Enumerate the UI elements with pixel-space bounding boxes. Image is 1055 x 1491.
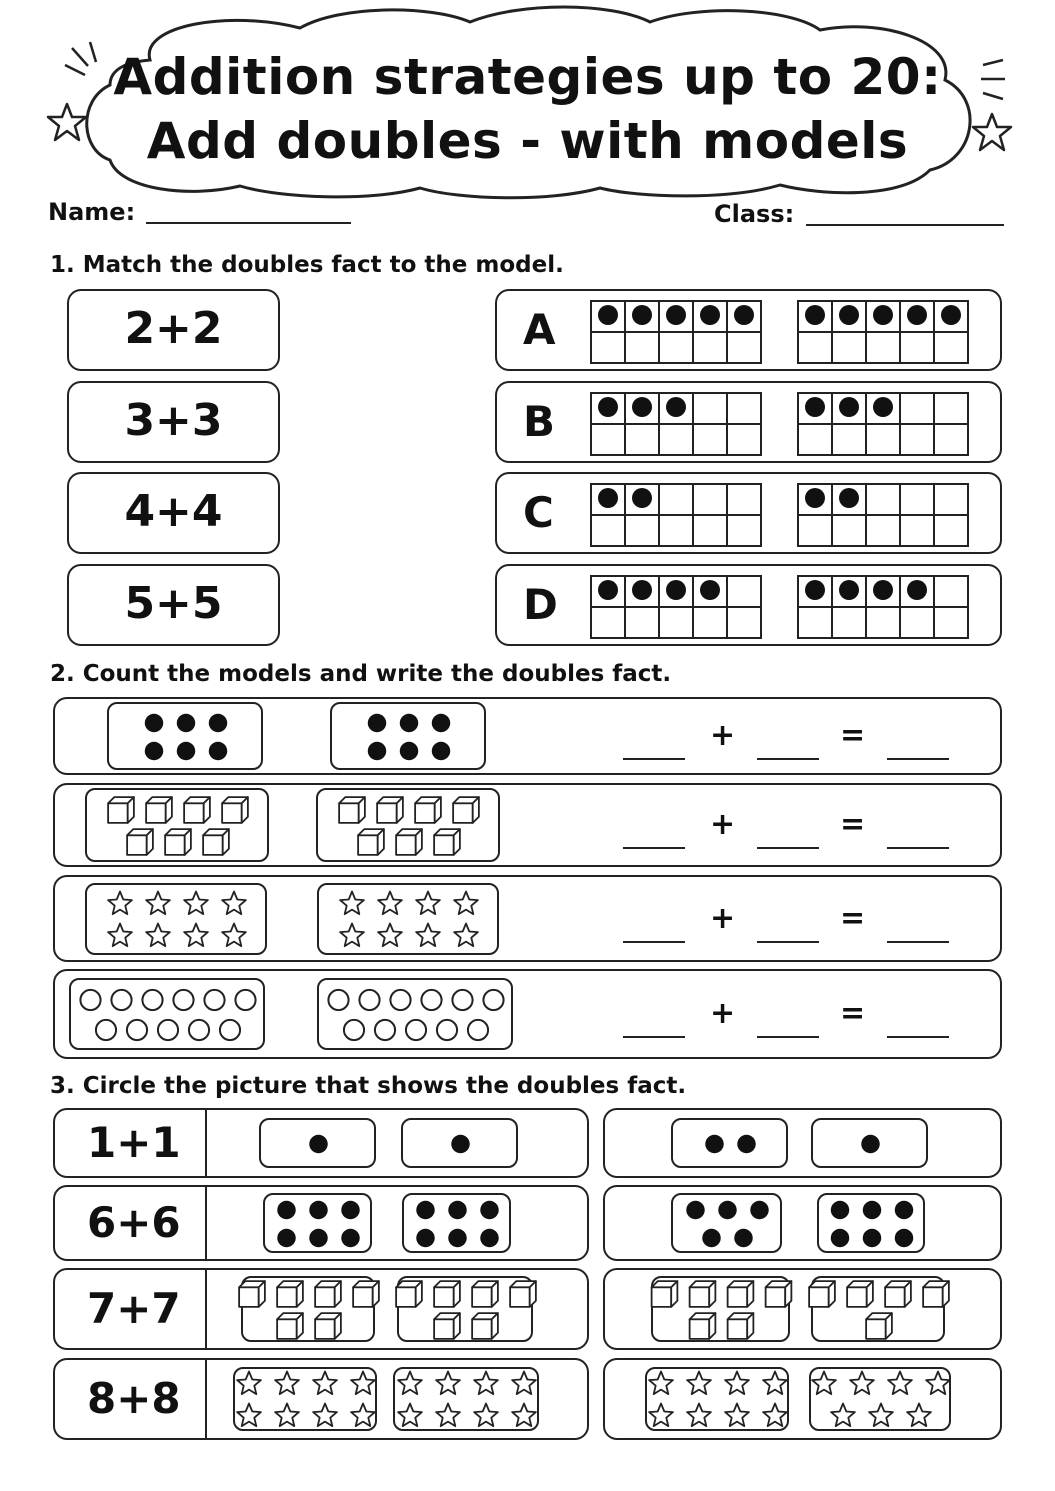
cube xyxy=(146,797,172,823)
cube xyxy=(396,829,422,855)
fact-text: 3+3 xyxy=(124,395,223,446)
model-group xyxy=(811,1276,945,1342)
star xyxy=(763,1404,787,1427)
answer-blank-3[interactable] xyxy=(887,758,949,760)
cubes-model xyxy=(318,790,502,864)
dot xyxy=(895,1229,913,1247)
class-label: Class: xyxy=(714,200,795,228)
cube xyxy=(358,829,384,855)
circle xyxy=(437,1020,457,1040)
circles-model xyxy=(71,980,267,1052)
stars-model xyxy=(811,1369,953,1433)
dot xyxy=(873,397,893,417)
plus-sign: + xyxy=(710,807,736,842)
star xyxy=(474,1372,498,1395)
dot xyxy=(598,488,618,508)
section3-heading: 3. Circle the picture that shows the doubles fact. xyxy=(50,1073,687,1099)
model-letter: B xyxy=(523,397,556,446)
star xyxy=(512,1404,536,1427)
dot xyxy=(873,580,893,600)
answer-blank-3[interactable] xyxy=(887,941,949,943)
cube xyxy=(239,1281,265,1307)
dot xyxy=(734,1229,752,1247)
star xyxy=(687,1404,711,1427)
page-title-line2: Add doubles - with models xyxy=(146,112,909,170)
ten-frame xyxy=(590,575,762,639)
answer-blank-1[interactable] xyxy=(623,941,685,943)
dot xyxy=(873,305,893,325)
star xyxy=(184,923,208,946)
model-group-right xyxy=(317,883,499,955)
row-divider xyxy=(205,1360,207,1438)
cubes-model xyxy=(243,1278,377,1344)
page-title-line1: Addition strategies up to 20: xyxy=(113,48,942,106)
dot xyxy=(839,488,859,508)
ten-frame-card[interactable] xyxy=(495,289,1002,371)
cube xyxy=(396,1281,422,1307)
star xyxy=(926,1372,950,1395)
count-row xyxy=(53,697,1002,775)
fact-row-left xyxy=(53,1358,589,1440)
star xyxy=(108,891,132,914)
circles-model xyxy=(319,980,515,1052)
dot xyxy=(368,742,386,760)
star xyxy=(378,923,402,946)
cube xyxy=(277,1281,303,1307)
cube xyxy=(277,1313,303,1339)
circle xyxy=(235,990,255,1010)
model-group xyxy=(811,1118,928,1168)
fact-row-right xyxy=(603,1268,1002,1350)
ten-frame-card[interactable] xyxy=(495,381,1002,463)
model-group xyxy=(401,1118,518,1168)
cube xyxy=(809,1281,835,1307)
cube xyxy=(728,1281,754,1307)
star xyxy=(850,1372,874,1395)
dot xyxy=(632,305,652,325)
cubes-model xyxy=(399,1278,535,1344)
cube xyxy=(472,1281,498,1307)
model-group-left xyxy=(85,883,267,955)
dot xyxy=(686,1201,704,1219)
dot xyxy=(145,742,163,760)
name-field[interactable] xyxy=(146,222,351,224)
star xyxy=(436,1404,460,1427)
dots-model xyxy=(265,1195,374,1255)
model-group-right xyxy=(317,978,513,1050)
circle xyxy=(158,1020,178,1040)
cube xyxy=(690,1281,716,1307)
cube xyxy=(434,829,460,855)
cube xyxy=(690,1313,716,1339)
circle xyxy=(80,990,100,1010)
fact-text: 7+7 xyxy=(87,1284,181,1333)
cubes-model xyxy=(653,1278,792,1344)
ten-frame xyxy=(590,300,762,364)
answer-blank-2[interactable] xyxy=(757,758,819,760)
star xyxy=(888,1372,912,1395)
dot xyxy=(632,580,652,600)
row-divider xyxy=(205,1110,207,1176)
dot xyxy=(400,742,418,760)
star xyxy=(763,1372,787,1395)
plus-sign: + xyxy=(710,996,736,1031)
equals-sign: = xyxy=(840,718,866,753)
fact-text: 5+5 xyxy=(124,578,223,629)
model-group-left xyxy=(107,702,263,770)
star xyxy=(416,891,440,914)
cube xyxy=(472,1313,498,1339)
dots-model xyxy=(332,704,488,772)
circle xyxy=(127,1020,147,1040)
fact-card[interactable] xyxy=(67,472,280,554)
ten-frame xyxy=(797,575,969,639)
fact-text: 8+8 xyxy=(87,1374,181,1423)
cube xyxy=(377,797,403,823)
dot xyxy=(831,1229,849,1247)
circle xyxy=(406,1020,426,1040)
dot xyxy=(277,1229,295,1247)
cube xyxy=(510,1281,536,1307)
circle xyxy=(328,990,348,1010)
dot xyxy=(863,1229,881,1247)
dot xyxy=(341,1229,359,1247)
dot xyxy=(805,305,825,325)
fact-text: 4+4 xyxy=(124,486,223,537)
dot xyxy=(705,1135,723,1153)
cube xyxy=(222,797,248,823)
ten-frame xyxy=(590,392,762,456)
equals-sign: = xyxy=(840,807,866,842)
dot xyxy=(941,305,961,325)
star xyxy=(146,923,170,946)
circle xyxy=(173,990,193,1010)
star xyxy=(649,1372,673,1395)
stars-model xyxy=(395,1369,541,1433)
star xyxy=(237,1404,261,1427)
dot xyxy=(598,397,618,417)
model-group xyxy=(263,1193,372,1253)
dot xyxy=(632,488,652,508)
star xyxy=(831,1404,855,1427)
answer-blank-2[interactable] xyxy=(757,847,819,849)
answer-blank-1[interactable] xyxy=(623,1036,685,1038)
model-group-right xyxy=(316,788,500,862)
fact-row-left xyxy=(53,1185,589,1261)
dot xyxy=(666,397,686,417)
model-group xyxy=(393,1367,539,1431)
cube xyxy=(866,1313,892,1339)
circle xyxy=(344,1020,364,1040)
cube xyxy=(315,1313,341,1339)
cube xyxy=(728,1313,754,1339)
dot xyxy=(839,397,859,417)
star xyxy=(222,923,246,946)
dot xyxy=(432,742,450,760)
model-group xyxy=(397,1276,533,1342)
circle xyxy=(111,990,131,1010)
dot xyxy=(598,580,618,600)
dot xyxy=(416,1201,434,1219)
dot xyxy=(309,1201,327,1219)
class-field[interactable] xyxy=(806,224,1004,226)
dot xyxy=(480,1201,498,1219)
answer-blank-3[interactable] xyxy=(887,847,949,849)
count-row xyxy=(53,875,1002,962)
cube xyxy=(165,829,191,855)
star xyxy=(454,923,478,946)
circle xyxy=(452,990,472,1010)
dot xyxy=(368,714,386,732)
model-group-left xyxy=(69,978,265,1050)
dot xyxy=(145,714,163,732)
name-label: Name: xyxy=(48,198,136,226)
dot xyxy=(277,1201,295,1219)
cubes-model xyxy=(813,1278,947,1344)
stars-model xyxy=(647,1369,791,1433)
fact-row-right xyxy=(603,1358,1002,1440)
ten-frame xyxy=(590,483,762,547)
circle xyxy=(96,1020,116,1040)
row-divider xyxy=(205,1270,207,1348)
dot xyxy=(861,1135,879,1153)
cube xyxy=(339,797,365,823)
dot xyxy=(632,397,652,417)
dot xyxy=(831,1201,849,1219)
star xyxy=(184,891,208,914)
cube xyxy=(203,829,229,855)
cube xyxy=(453,797,479,823)
fact-row-right xyxy=(603,1108,1002,1178)
dot xyxy=(805,397,825,417)
dot xyxy=(480,1229,498,1247)
dot xyxy=(805,488,825,508)
fact-card[interactable] xyxy=(67,381,280,463)
stars-model xyxy=(235,1369,379,1433)
circle xyxy=(390,990,410,1010)
ten-frame xyxy=(797,392,969,456)
star xyxy=(725,1372,749,1395)
ten-frame-card[interactable] xyxy=(495,564,1002,646)
model-letter: A xyxy=(523,305,556,354)
ten-frame xyxy=(797,483,969,547)
star xyxy=(812,1372,836,1395)
circle xyxy=(483,990,503,1010)
dots-model xyxy=(109,704,265,772)
dot xyxy=(309,1229,327,1247)
dot xyxy=(432,714,450,732)
stars-model xyxy=(319,885,501,957)
star xyxy=(398,1372,422,1395)
dot xyxy=(737,1135,755,1153)
star xyxy=(108,923,132,946)
fact-row-left xyxy=(53,1108,589,1178)
model-group-left xyxy=(85,788,269,862)
ten-frame-card[interactable] xyxy=(495,472,1002,554)
model-letter: C xyxy=(523,488,554,537)
cube xyxy=(847,1281,873,1307)
row-divider xyxy=(205,1187,207,1259)
star xyxy=(351,1404,375,1427)
star xyxy=(869,1404,893,1427)
cubes-model xyxy=(87,790,271,864)
fact-text: 6+6 xyxy=(87,1198,181,1247)
answer-blank-3[interactable] xyxy=(887,1036,949,1038)
circle xyxy=(468,1020,488,1040)
dot xyxy=(177,714,195,732)
section1-heading: 1. Match the doubles fact to the model. xyxy=(50,252,564,278)
model-group xyxy=(259,1118,376,1168)
star xyxy=(237,1372,261,1395)
model-group xyxy=(809,1367,951,1431)
star xyxy=(313,1404,337,1427)
dots-model xyxy=(404,1195,513,1255)
model-group xyxy=(241,1276,375,1342)
dots-model xyxy=(813,1120,930,1170)
plus-sign: + xyxy=(710,718,736,753)
star xyxy=(222,891,246,914)
model-group xyxy=(817,1193,925,1253)
dot xyxy=(448,1229,466,1247)
dot xyxy=(451,1135,469,1153)
star xyxy=(146,891,170,914)
count-row xyxy=(53,969,1002,1059)
dot xyxy=(209,714,227,732)
star xyxy=(649,1404,673,1427)
equals-sign: = xyxy=(840,996,866,1031)
dot xyxy=(341,1201,359,1219)
equals-sign: = xyxy=(840,900,866,936)
star xyxy=(454,891,478,914)
model-group xyxy=(671,1118,788,1168)
cube xyxy=(652,1281,678,1307)
dot xyxy=(718,1201,736,1219)
dots-model xyxy=(403,1120,520,1170)
dots-model xyxy=(673,1120,790,1170)
dot xyxy=(416,1229,434,1247)
dot xyxy=(598,305,618,325)
cube xyxy=(127,829,153,855)
model-group xyxy=(402,1193,511,1253)
dot xyxy=(177,742,195,760)
dot xyxy=(666,305,686,325)
fact-card[interactable] xyxy=(67,564,280,646)
dot xyxy=(309,1135,327,1153)
star xyxy=(907,1404,931,1427)
dots-model xyxy=(261,1120,378,1170)
model-group xyxy=(645,1367,789,1431)
dots-model xyxy=(819,1195,927,1255)
star xyxy=(378,891,402,914)
cube xyxy=(923,1281,949,1307)
dot xyxy=(839,580,859,600)
model-group xyxy=(233,1367,377,1431)
circle xyxy=(421,990,441,1010)
answer-blank-1[interactable] xyxy=(623,758,685,760)
cube xyxy=(108,797,134,823)
cube xyxy=(415,797,441,823)
answer-blank-2[interactable] xyxy=(757,941,819,943)
star xyxy=(474,1404,498,1427)
star xyxy=(313,1372,337,1395)
cube xyxy=(184,797,210,823)
answer-blank-1[interactable] xyxy=(623,847,685,849)
star xyxy=(687,1372,711,1395)
dot xyxy=(907,305,927,325)
dot xyxy=(700,580,720,600)
cube xyxy=(434,1313,460,1339)
cube xyxy=(885,1281,911,1307)
star xyxy=(436,1372,460,1395)
dot xyxy=(805,580,825,600)
stars-model xyxy=(87,885,269,957)
circle xyxy=(375,1020,395,1040)
count-row xyxy=(53,783,1002,867)
fact-text: 2+2 xyxy=(124,303,223,354)
dot xyxy=(907,580,927,600)
circle xyxy=(359,990,379,1010)
model-letter: D xyxy=(523,580,558,629)
cube xyxy=(434,1281,460,1307)
dot xyxy=(400,714,418,732)
star xyxy=(340,923,364,946)
dot xyxy=(895,1201,913,1219)
star xyxy=(275,1372,299,1395)
dot xyxy=(702,1229,720,1247)
fact-row-right xyxy=(603,1185,1002,1261)
fact-row-left xyxy=(53,1268,589,1350)
circle xyxy=(189,1020,209,1040)
dot xyxy=(209,742,227,760)
dots-model xyxy=(673,1195,784,1255)
circle xyxy=(204,990,224,1010)
dot xyxy=(448,1201,466,1219)
star xyxy=(512,1372,536,1395)
answer-blank-2[interactable] xyxy=(757,1036,819,1038)
model-group xyxy=(651,1276,790,1342)
star xyxy=(398,1404,422,1427)
dot xyxy=(734,305,754,325)
dot xyxy=(700,305,720,325)
fact-text: 1+1 xyxy=(87,1118,181,1167)
fact-card[interactable] xyxy=(67,289,280,371)
cube xyxy=(766,1281,792,1307)
model-group-right xyxy=(330,702,486,770)
star xyxy=(725,1404,749,1427)
star xyxy=(416,923,440,946)
dot xyxy=(666,580,686,600)
ten-frame xyxy=(797,300,969,364)
circle xyxy=(220,1020,240,1040)
star xyxy=(340,891,364,914)
plus-sign: + xyxy=(710,900,736,936)
section2-heading: 2. Count the models and write the doubles fact. xyxy=(50,661,672,687)
circle xyxy=(142,990,162,1010)
cube xyxy=(353,1281,379,1307)
dot xyxy=(750,1201,768,1219)
cube xyxy=(315,1281,341,1307)
model-group xyxy=(671,1193,782,1253)
star xyxy=(275,1404,299,1427)
dot xyxy=(863,1201,881,1219)
star xyxy=(351,1372,375,1395)
dot xyxy=(839,305,859,325)
